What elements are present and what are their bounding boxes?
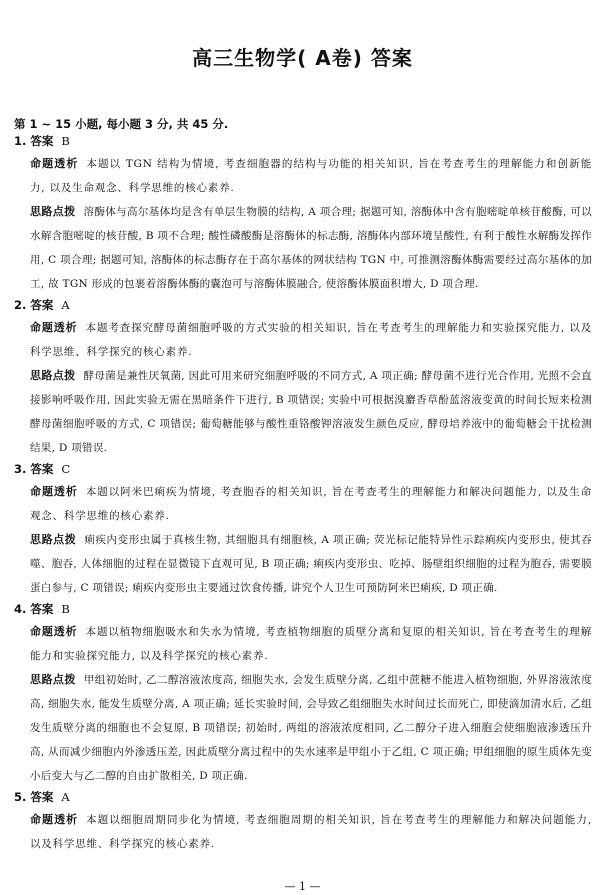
analysis-text: 本题以阿米巴痢疾为情境, 考查胞吞的相关知识, 旨在考查考生的理解能力和解决问题能力, 以及生命观念、科学思维的核心素养. xyxy=(30,486,592,522)
question-item xyxy=(14,600,592,788)
analysis-block xyxy=(14,620,592,668)
analysis-label: 命题透析 xyxy=(30,321,78,334)
answer-label: 答案 xyxy=(30,602,54,616)
answer-label: 答案 xyxy=(30,462,54,476)
question-number: 5. xyxy=(14,790,27,804)
question-item xyxy=(14,460,592,600)
question-answer-line xyxy=(14,132,592,152)
analysis-block xyxy=(14,316,592,364)
hint-text: 甲组初始时, 乙二醇溶液浓度高, 细胞失水, 会发生质壁分离, 乙组中蔗糖不能进入植物细胞, 外界溶液浓度高, 细胞失水, 能发生质壁分离, A 项正确; 延长实验时间, 会导致乙组细胞失水时间过长而死亡, 即使滴加清水后, 乙组发生质壁分离的细胞也不会复原, B 项错误; 初始时, 两组的溶液浓度相同, 乙二醇分子进入细胞会使细胞液渗透压升高, 从而减少细胞内外渗透压差, 因此质壁分离过程中的失水速率是甲组小于乙组, C 项正确; 甲组细胞的原生质体先变小后变大与乙二醇的自由扩散相关, D 项正确. xyxy=(30,674,593,782)
answer-value: B xyxy=(61,134,70,148)
answer-value: A xyxy=(61,298,70,312)
answer-label: 答案 xyxy=(30,298,54,312)
question-item xyxy=(14,788,592,856)
question-number: 1. xyxy=(14,134,27,148)
question-number: 4. xyxy=(14,602,27,616)
question-answer-line xyxy=(14,296,592,316)
analysis-text: 本题以植物细胞吸水和失水为情境, 考查植物细胞的质壁分离和复原的相关知识, 旨在考查考生的理解能力和实验探究能力, 以及科学探究的核心素养. xyxy=(30,626,592,662)
analysis-block xyxy=(14,152,592,200)
answer-value: B xyxy=(61,602,70,616)
analysis-text: 本题考查探究酵母菌细胞呼吸的方式实验的相关知识, 旨在考查考生的理解能力和实验探究能力, 以及科学思维、科学探究的核心素养. xyxy=(30,322,592,358)
question-list xyxy=(14,132,592,856)
question-number: 3. xyxy=(14,462,27,476)
analysis-text: 本题以 TGN 结构为情境, 考查细胞器的结构与功能的相关知识, 旨在考查考生的理解能力和创新能力, 以及生命观念、科学思维的核心素养. xyxy=(30,158,592,194)
hint-label: 思路点拨 xyxy=(30,533,77,546)
question-item xyxy=(14,296,592,460)
analysis-label: 命题透析 xyxy=(30,813,79,826)
question-number: 2. xyxy=(14,298,27,312)
question-item xyxy=(14,132,592,296)
analysis-block xyxy=(14,808,592,856)
answer-value: A xyxy=(61,790,70,804)
hint-block xyxy=(14,668,592,788)
question-answer-line xyxy=(14,600,592,620)
page-title: 高三生物学( A卷) 答案 xyxy=(192,46,413,70)
hint-label: 思路点拨 xyxy=(30,673,76,686)
analysis-block xyxy=(14,480,592,528)
question-answer-line xyxy=(14,460,592,480)
hint-label: 思路点拨 xyxy=(30,205,76,218)
answer-value: C xyxy=(61,462,71,476)
answer-label: 答案 xyxy=(30,790,54,804)
hint-block xyxy=(14,528,592,600)
answer-label: 答案 xyxy=(30,134,54,148)
analysis-label: 命题透析 xyxy=(30,625,78,638)
hint-block xyxy=(14,364,592,460)
analysis-text: 本题以细胞周期同步化为情境, 考查细胞周期的相关知识, 旨在考查考生的理解能力和解决问题能力, 以及科学思维、科学探究的核心素养. xyxy=(30,814,592,850)
hint-text: 溶酶体与高尔基体均是含有单层生物膜的结构, A 项合理; 据题可知, 溶酶体中含有胞嘧啶单核苷酸酶, 可以水解含胞嘧啶的核苷酸, B 项不合理; 酸性磷酸酶是溶酶体的标志酶, 溶酶体内部环境呈酸性, 有利于酸性水解酶发挥作用, C 项合理; 据题可知, 溶酶体的标志酶存在于高尔基体的网状结构 TGN 中, 可推测溶酶体酶需要经过高尔基体的加工, 故 TGN 形成的包裹着溶酶体酶的囊泡可与溶酶体膜融合, 使溶酶体膜面积增大, D 项合理. xyxy=(30,206,592,290)
section-intro: 第 1 ~ 15 小题, 每小题 3 分, 共 45 分. xyxy=(14,117,229,131)
question-answer-line xyxy=(14,788,592,808)
hint-text: 酵母菌是兼性厌氧菌, 因此可用来研究细胞呼吸的不同方式, A 项正确; 酵母菌不进行光合作用, 光照不会直接影响呼吸作用, 因此实验无需在黑暗条件下进行, B 项错误; 实验中可根据溴麝香草酚蓝溶液变黄的时间长短来检测酵母菌细胞呼吸的方式, C 项错误; 葡萄糖能够与酸性重铬酸钾溶液发生颜色反应, 酵母培养液中的葡萄糖会干扰检测结果, D 项错误. xyxy=(30,370,592,454)
analysis-label: 命题透析 xyxy=(30,157,79,170)
hint-text: 痢疾内变形虫属于真核生物, 其细胞具有细胞核, A 项正确; 荧光标记能特异性示踪痢疾内变形虫, 使其吞噬、胞吞, 人体细胞的过程在显微镜下直观可见, B 项正确; 痢疾内变形虫、吃掉、肠壁组织细胞的过程为胞吞, 需要膜蛋白参与, C 项错误; 痢疾内变形虫主要通过饮食传播, 讲究个人卫生可预防阿米巴痢疾, D 项正确. xyxy=(30,534,593,594)
hint-label: 思路点拨 xyxy=(30,369,76,382)
page-number: — 1 — xyxy=(284,880,321,893)
hint-block xyxy=(14,200,592,296)
analysis-label: 命题透析 xyxy=(30,485,78,498)
